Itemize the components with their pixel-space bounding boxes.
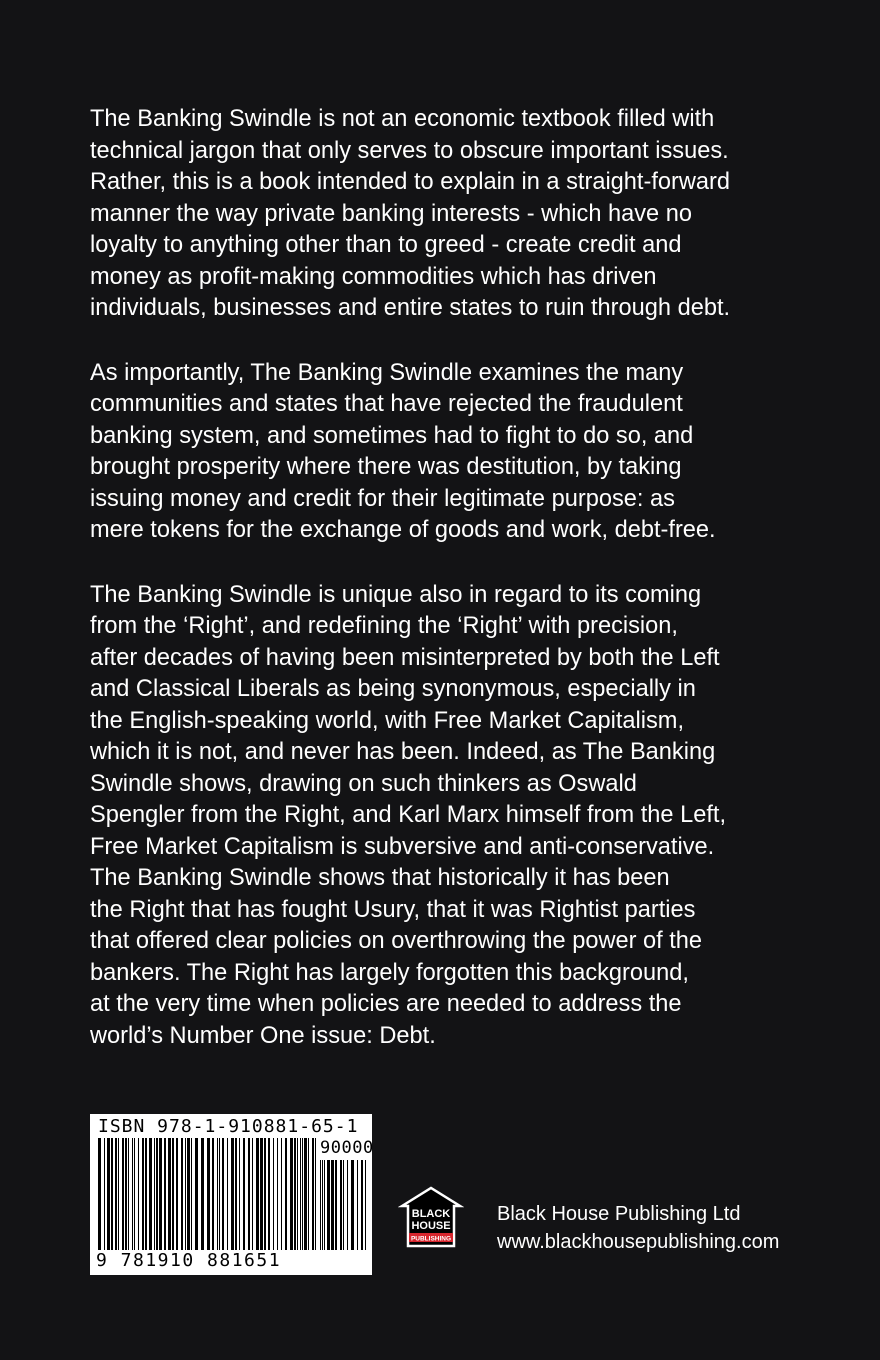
- barcode-bar: [315, 1138, 316, 1250]
- barcode-bar: [340, 1160, 342, 1250]
- barcode-bar: [115, 1138, 117, 1250]
- publisher-info: [497, 1200, 779, 1256]
- barcode-bar: [187, 1138, 190, 1250]
- barcode-bar: [104, 1138, 105, 1250]
- barcode-bar: [322, 1160, 323, 1250]
- barcode-bar: [134, 1138, 135, 1250]
- blurb-paragraph-1: The Banking Swindle is not an economic textbook filled with technical jargon that only serves to obscure important issues. Rather, this is a book intended to explain in a straight-forward manner the way private banking interests - which have no loyalty to anything other than to greed - create credit and money as profit-making commodities which has driven individuals, businesses and entire states to ruin through debt.: [90, 106, 731, 321]
- barcode-bar: [335, 1160, 337, 1250]
- publisher-url[interactable]: www.blackhousepublishing.com: [497, 1231, 780, 1253]
- barcode-bar: [145, 1138, 147, 1250]
- barcode-bar: [239, 1138, 240, 1250]
- barcode-bar: [207, 1138, 210, 1250]
- barcode-bar: [320, 1160, 321, 1250]
- barcode-bar: [365, 1160, 366, 1250]
- barcode-bar: [297, 1138, 298, 1250]
- barcode-bar: [98, 1138, 101, 1250]
- barcode-bar: [154, 1138, 155, 1250]
- barcode-bar: [308, 1138, 309, 1250]
- barcode-bar: [164, 1138, 166, 1250]
- barcode-bar: [248, 1138, 250, 1250]
- barcode-bar: [290, 1138, 293, 1250]
- barcode-bars: [98, 1138, 316, 1250]
- isbn-label: ISBN 978-1-910881-65-1: [98, 1116, 359, 1137]
- barcode-bar: [176, 1138, 178, 1250]
- barcode-bar: [142, 1138, 144, 1250]
- barcode-bar: [128, 1138, 129, 1250]
- barcode-bar: [264, 1138, 266, 1250]
- barcode-bar: [138, 1138, 139, 1250]
- barcode-bar: [149, 1138, 152, 1250]
- barcode-bar: [181, 1138, 183, 1250]
- publisher-name: Black House Publishing Ltd: [497, 1203, 741, 1225]
- barcode-bar: [125, 1138, 127, 1250]
- barcode-bar: [185, 1138, 186, 1250]
- back-cover-blurb: [90, 104, 830, 1085]
- barcode-bar: [212, 1138, 214, 1250]
- blurb-paragraph-2: As importantly, The Banking Swindle examines the many communities and states that have rejected the fraudulent banking system, and sometimes had to fight to do so, and brought prosperity where there was destitution, by taking issuing money and credit for their legitimate purpose: as mere tokens for the exchange of goods and work, debt-free.: [90, 359, 716, 543]
- barcode-bar: [285, 1138, 287, 1250]
- barcode-bar: [351, 1160, 354, 1250]
- barcode-bar: [268, 1138, 270, 1250]
- barcode-bar: [343, 1160, 344, 1250]
- barcode-bar: [357, 1160, 358, 1250]
- barcode-bar: [324, 1160, 325, 1250]
- barcode-bar: [168, 1138, 171, 1250]
- barcode-bar: [294, 1138, 296, 1250]
- barcode-bar: [361, 1160, 363, 1250]
- barcode-bar: [118, 1138, 119, 1250]
- barcode-bar: [312, 1138, 314, 1250]
- barcode-digits: 9 781910 881651: [96, 1250, 282, 1271]
- barcode-bar: [222, 1138, 224, 1250]
- barcode-bar: [122, 1138, 124, 1250]
- barcode-bar: [107, 1138, 110, 1250]
- barcode-bar: [201, 1138, 204, 1250]
- logo-word-black: BLACK: [411, 1208, 451, 1220]
- logo-word-publishing: PUBLISHING: [410, 1235, 452, 1243]
- barcode-bar: [231, 1138, 234, 1250]
- barcode-bar: [132, 1138, 133, 1250]
- barcode-bar: [111, 1138, 113, 1250]
- barcode-bar: [235, 1138, 237, 1250]
- barcode-bar: [252, 1138, 253, 1250]
- barcode-bar: [172, 1138, 174, 1250]
- barcode-bar: [219, 1138, 220, 1250]
- barcode-bar: [159, 1138, 162, 1250]
- isbn-barcode: [90, 1114, 372, 1275]
- barcode-bar: [281, 1138, 282, 1250]
- addon-barcode-bars: [320, 1160, 366, 1250]
- barcode-bar: [191, 1138, 192, 1250]
- barcode-bar: [227, 1138, 228, 1250]
- barcode-bar: [331, 1160, 334, 1250]
- barcode-bar: [300, 1138, 301, 1250]
- barcode-bar: [217, 1138, 218, 1250]
- barcode-bar: [347, 1160, 348, 1250]
- barcode-bar: [304, 1138, 307, 1250]
- barcode-bar: [195, 1138, 198, 1250]
- barcode-bar: [302, 1138, 303, 1250]
- barcode-bar: [273, 1138, 274, 1250]
- barcode-bar: [243, 1138, 245, 1250]
- price-code: 90000: [320, 1138, 374, 1158]
- barcode-bar: [156, 1138, 158, 1250]
- barcode-bar: [260, 1138, 263, 1250]
- barcode-bar: [277, 1138, 278, 1250]
- logo-word-house: HOUSE: [411, 1220, 451, 1232]
- barcode-bar: [256, 1138, 259, 1250]
- black-house-logo: [398, 1184, 464, 1250]
- barcode-bar: [327, 1160, 330, 1250]
- blurb-paragraph-3: The Banking Swindle is unique also in regard to its coming from the ‘Right’, and redefining the ‘Right’ with precision, after decades of having been misinterpreted by both the Left and Classical Liberals as being synonymous, especially in the English-speaking world, with Free Market Capitalism, which it is not, and never has been. Indeed, as The Banking Swindle shows, drawing on such thinkers as Oswald Spengler from the Right, and Karl Marx himself from the Left, Free Market Capitalism is subversive and anti-conservative. The Banking Swindle shows that historically it has been the Right that has fought Usury, that it was Rightist parties that offered clear policies on overthrowing the power of the bankers. The Right has largely forgotten this background, at the very time when policies are needed to address the world’s Number One issue: Debt.: [90, 581, 726, 1049]
